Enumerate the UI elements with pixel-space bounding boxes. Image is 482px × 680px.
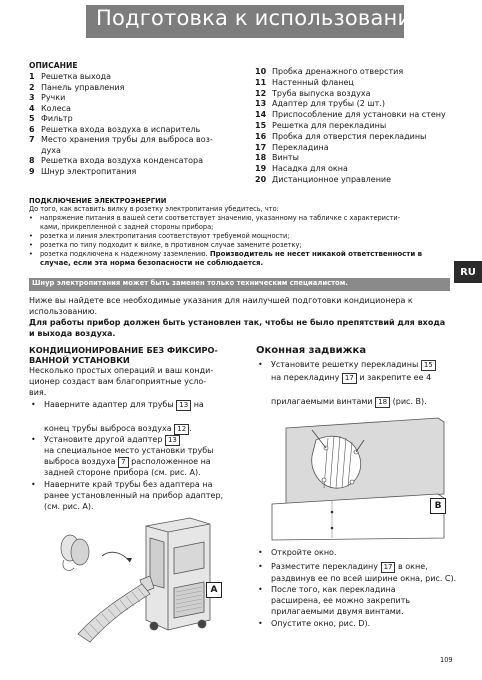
- part-ref: 12: [174, 424, 189, 435]
- part-ref: 7: [118, 457, 128, 468]
- figure-a-illustration: [50, 508, 226, 648]
- list-item: 10 Пробка дренажного отверстия: [255, 67, 404, 76]
- instruction-line: прилагаемыми винтами 18 (рис. B).: [271, 397, 427, 406]
- instruction-line: Наверните край трубы без адаптера на: [44, 480, 213, 489]
- step-line: Опустите окно, рис. D).: [271, 619, 371, 628]
- step-line: раздвинув ее по всей ширине окна, рис. C).: [271, 574, 457, 583]
- bullet-dot: •: [31, 435, 36, 444]
- bullet-item: • розетка и линия электропитания соответствуют требуемой мощности;: [29, 232, 290, 240]
- bullet-dot: •: [258, 548, 263, 557]
- list-item: 17 Перекладина: [255, 142, 329, 152]
- bullet-dot: •: [258, 585, 263, 594]
- step-line: Откройте окно.: [271, 548, 337, 557]
- part-ref: 13: [176, 400, 191, 411]
- section-heading: КОНДИЦИОНИРОВАНИЕ БЕЗ ФИКСИРО-: [29, 345, 218, 355]
- list-item: 19 Насадка для окна: [255, 164, 348, 174]
- part-ref: 18: [375, 397, 390, 408]
- parts-heading: ОПИСАНИЕ: [29, 61, 78, 70]
- bullet-continuation: случае, если эта норма безопасности не соблюдается.: [40, 259, 264, 267]
- instruction-line: конец трубы выброса воздуха 12 .: [44, 424, 192, 433]
- step-line: прилагаемыми двумя винтами.: [271, 607, 404, 616]
- bullet-dot: •: [258, 360, 263, 369]
- parts-list-left: [29, 72, 213, 177]
- step-line: расширена, ее можно закрепить: [271, 596, 411, 605]
- bullet-dot: •: [258, 619, 263, 628]
- part-ref: 15: [421, 360, 436, 371]
- instruction-line: задней стороне прибора (см. рис. А).: [44, 468, 201, 477]
- instruction-line: (см. рис. А).: [44, 502, 94, 511]
- instruction-line: Установите другой адаптер 13: [44, 435, 180, 446]
- list-item: 11 Настенный фланец: [255, 77, 354, 87]
- power-heading: ПОДКЛЮЧЕНИЕ ЭЛЕКТРОЭНЕРГИИ: [29, 197, 167, 205]
- list-item: 2 Панель управления: [29, 82, 125, 92]
- bullet-item: • розетка по типу подходит к вилке, в противном случае замените розетку;: [29, 241, 302, 249]
- list-item: 6 Решетка входа воздуха в испаритель: [29, 124, 201, 134]
- figure-a-label: A: [206, 582, 222, 598]
- section-heading: Оконная задвижка: [256, 345, 367, 356]
- parts-list-right: [255, 67, 446, 186]
- list-item: 15 Решетка для перекладины: [255, 120, 387, 130]
- bullet-continuation: ками, прикрепленной с задней стороны прибора;: [40, 223, 214, 231]
- bullet-dot: •: [258, 562, 263, 571]
- bullet-dot: •: [31, 400, 36, 409]
- bullet-dot: •: [31, 480, 36, 489]
- list-item: 4 Колеса: [29, 103, 71, 113]
- step-line: Разместите перекладину 17 в окне,: [271, 562, 428, 571]
- instruction-line: ранее установленный на прибор адаптер,: [44, 491, 224, 500]
- list-item: 1 Решетка выхода: [29, 72, 112, 81]
- paragraph-line: вия.: [29, 388, 47, 397]
- list-item: 3 Ручки: [29, 93, 66, 102]
- step-line: После того, как перекладина: [271, 585, 396, 594]
- list-item: духа: [41, 145, 61, 155]
- page-title: Подготовка к использованию: [96, 6, 430, 30]
- list-item: 14 Приспособление для установки на стену: [255, 110, 446, 120]
- page-number: 109: [440, 656, 453, 664]
- part-ref: 17: [342, 373, 357, 384]
- bullet-item: • напряжение питания в вашей сети соответствует значению, указанному на табличке с характеристи-: [29, 214, 401, 222]
- warning-text: Шнур электропитания может быть заменен только техническим специалистом.: [32, 279, 348, 287]
- instruction-line: Установите решетку перекладины 15: [271, 360, 436, 371]
- intro-line: Ниже вы найдете все необходимые указания для наилучшей подготовки кондиционера к: [29, 296, 413, 305]
- figure-b-illustration: [268, 412, 452, 542]
- list-item: 12 Труба выпуска воздуха: [255, 88, 371, 98]
- list-item: 5 Фильтр: [29, 114, 73, 123]
- instruction-line: выброса воздуха 7 расположенное на: [44, 457, 211, 466]
- part-ref: 13: [165, 435, 180, 446]
- intro-bold: и выхода воздуха.: [29, 329, 116, 338]
- list-item: 7 Место хранения трубы для выброса воз-: [29, 135, 213, 144]
- language-tab: RU: [454, 261, 482, 283]
- list-item: 20 Дистанционное управление: [255, 174, 392, 184]
- intro-line: использованию.: [29, 307, 98, 316]
- part-ref: 17: [381, 562, 396, 573]
- list-item: 13 Адаптер для трубы (2 шт.): [255, 99, 386, 109]
- paragraph-line: ционер создаст вам благоприятные усло-: [29, 377, 207, 386]
- intro-bold: Для работы прибор должен быть установлен так, чтобы не было препятствий для входа: [29, 318, 446, 327]
- list-item: 8 Решетка входа воздуха конденсатора: [29, 156, 204, 165]
- instruction-line: Наверните адаптер для трубы 13 на: [44, 400, 204, 409]
- list-item: 18 Винты: [255, 153, 299, 163]
- instruction-line: на перекладину 17 и закрепите ее 4: [271, 373, 432, 382]
- power-intro: До того, как вставить вилку в розетку электропитания убедитесь, что:: [29, 205, 279, 213]
- list-item: 9 Шнур электропитания: [29, 166, 137, 176]
- paragraph-line: Несколько простых операций и ваш конди-: [29, 366, 214, 375]
- list-item: 16 Пробка для отверстия перекладины: [255, 131, 427, 141]
- figure-b-label: B: [430, 498, 446, 514]
- instruction-line: на специальное место установки трубы: [44, 446, 214, 455]
- section-heading: ВАННОЙ УСТАНОВКИ: [29, 355, 130, 365]
- bullet-item: • розетка подключена к надежному заземлению. Производитель не несет никакой ответственности в: [29, 250, 423, 258]
